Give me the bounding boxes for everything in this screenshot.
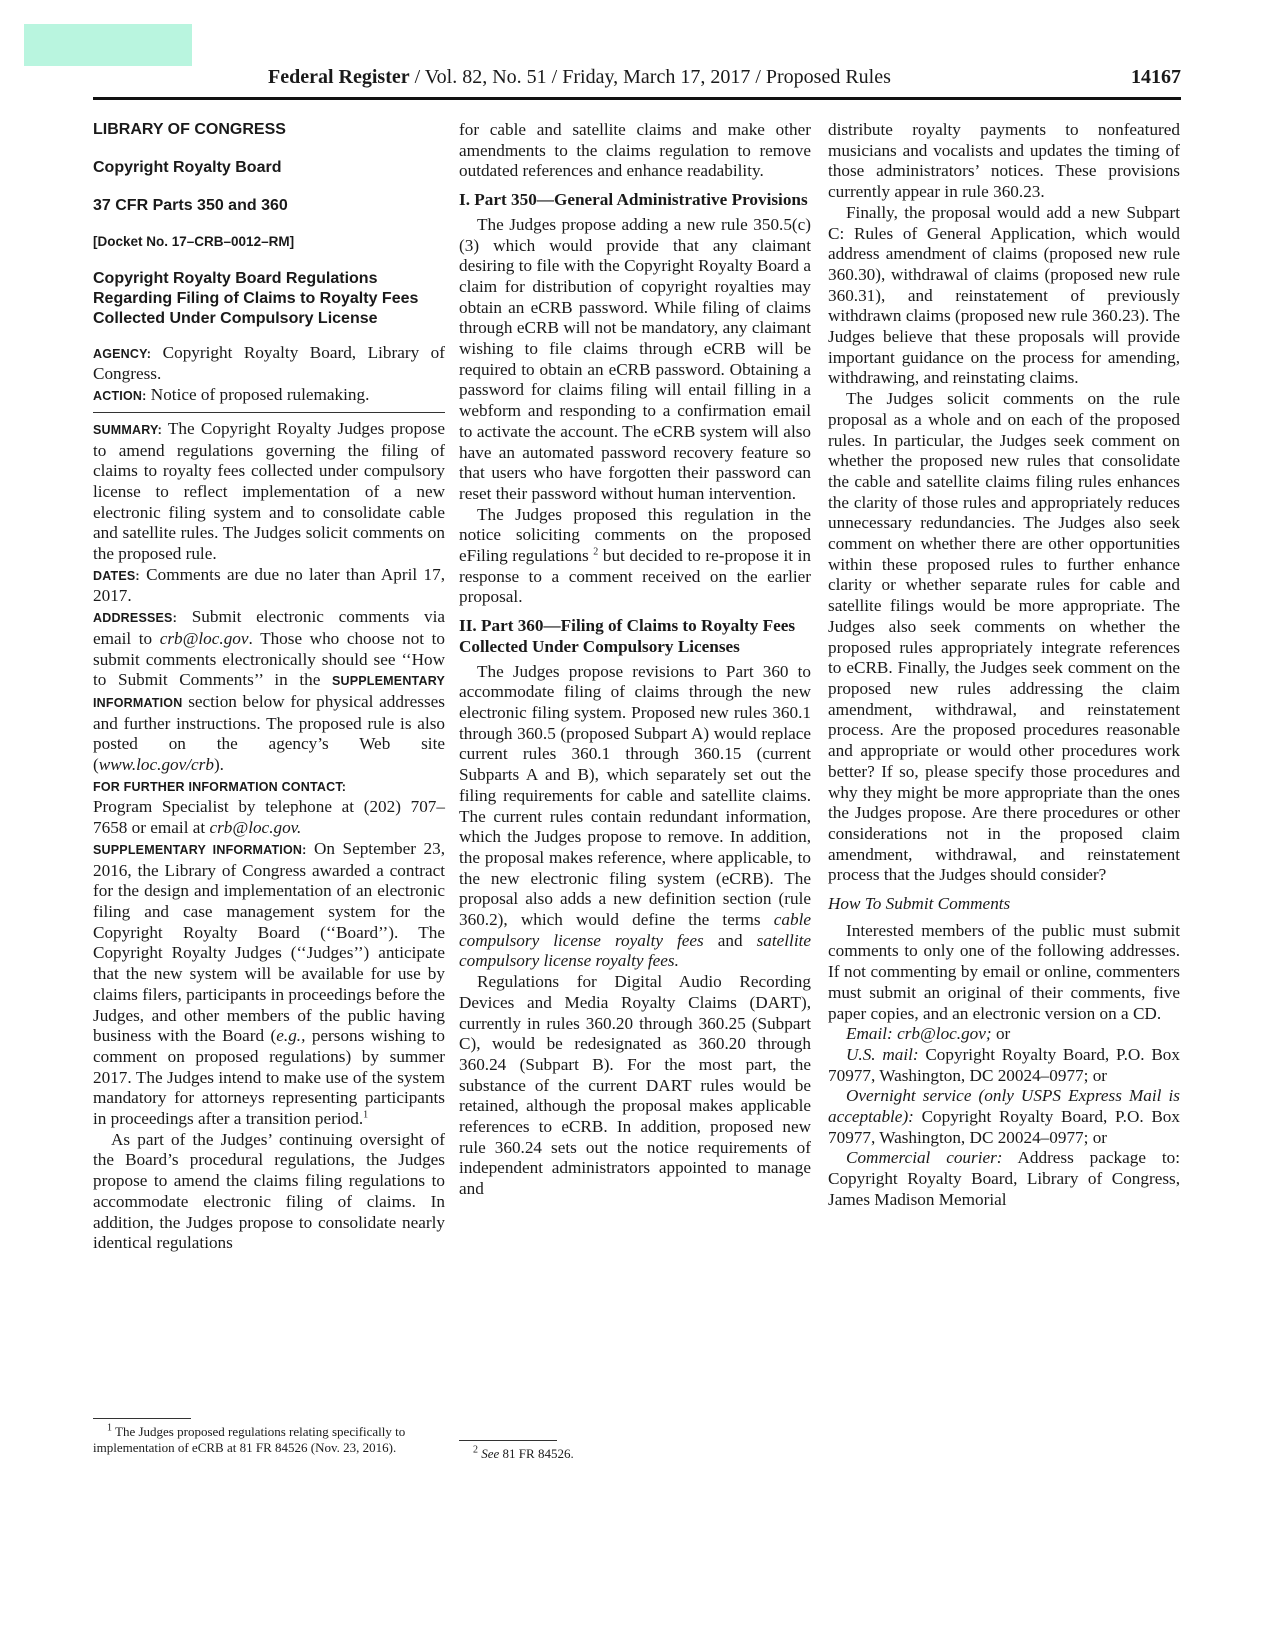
journal-name: Federal Register bbox=[268, 66, 410, 88]
footnote-2: $^2$ See 81 FR 84526. bbox=[473, 1444, 574, 1461]
page-header bbox=[93, 66, 1181, 96]
column-1 bbox=[93, 120, 445, 1620]
docket-number: [Docket No. 17–CRB–0012–RM] bbox=[93, 234, 295, 249]
header-rule bbox=[93, 97, 1181, 100]
dates-paragraph: DATES: Comments are due no later than April 17, 2017. bbox=[93, 564, 445, 606]
section-heading-2: II. Part 360—Filing of Claims to Royalty Fees Collected Under Compulsory Licenses bbox=[459, 616, 796, 656]
board-heading: Copyright Royalty Board bbox=[93, 159, 282, 176]
courier-option: Commercial courier: Address package to: Copyright Royalty Board, Library of Congress, James Madison Memorial bbox=[828, 1148, 1181, 1209]
mail-option: U.S. mail: Copyright Royalty Board, P.O. Box 70977, Washington, DC 20024–0977; or bbox=[828, 1044, 1180, 1085]
column-2 bbox=[459, 120, 811, 1620]
website-address: www.loc.gov/crb bbox=[98, 755, 214, 775]
contact-paragraph: Program Specialist by telephone at (202) 707–7658 or email at crb@loc.gov. bbox=[93, 797, 445, 838]
footnote-ref-2: 2 bbox=[593, 546, 599, 558]
overnight-option: Overnight service (only USPS Express Mail is acceptable): Copyright Royalty Board, P.O. Box 70977, Washington, DC 20024–0977; or bbox=[828, 1086, 1180, 1147]
dates-label: DATES: bbox=[93, 568, 140, 583]
body-paragraph: The Judges solicit comments on the rule proposal as a whole and on each of the proposed rules. In particular, the Judges seek comment on whether the proposed new rules that consolidate the cable and satellite claims filing rules enhances the clarity of those rules and appropriately reduces unnecessary redundancies. The Judges also seek comment on whether there are other opportunities within these proposed rules to further enhance clarity or whether separate rules for cable and satellite filings would be more appropriate. The Judges also seek comments on whether the proposed rules appropriately integrate references to eCRB. Finally, the Judges seek comment on the proposed new rules addressing the claim amendment, withdrawal, and reinstatement process. Are the proposed procedures reasonable and appropriate or would other procedures work better? If so, please specify those procedures and why they might be more appropriate than the ones the Judges propose. Are there procedures or other considerations not in the proposed claim amendment, withdrawal, and reinstatement process that the Judges should consider? bbox=[828, 389, 1180, 885]
page-number: 14167 bbox=[1131, 66, 1181, 88]
rule-title: Copyright Royalty Board Regulations Regarding Filing of Claims to Royalty Fees Collected Under Compulsory License bbox=[93, 269, 419, 327]
summary-divider bbox=[93, 412, 445, 413]
subheading: How To Submit Comments bbox=[828, 894, 1011, 914]
supplementary-paragraph: SUPPLEMENTARY INFORMATION: On September 23, 2016, the Library of Congress awarded a contract for the design and implementation of an electronic filing and case management system for the Copyright Royalty Board (‘‘Board’’). The Copyright Royalty Judges (‘‘Judges’’) anticipate that the new system will be available for use by claims filers, participants in proceedings before the Judges, and other members of the public having business with the Board (e.g., persons wishing to comment on proposed regulations) by summer 2017. The Judges intend to make use of the system mandatory for attorneys representing participants in proceedings after a transition period.$^1$ bbox=[93, 838, 445, 1129]
summary-label: SUMMARY: bbox=[93, 422, 162, 437]
action-line: ACTION: Notice of proposed rulemaking. bbox=[93, 385, 370, 405]
email-option: Email: crb@loc.gov; or bbox=[846, 1024, 1011, 1044]
body-paragraph: Interested members of the public must submit comments to only one of the following addresses. If not commenting by email or online, commenters must submit an original of their comments, five paper copies, and an electronic version on a CD. bbox=[828, 920, 1180, 1023]
body-paragraph: As part of the Judges’ continuing oversight of the Board’s procedural regulations, the Judges propose to amend the claims filing regulations to accommodate electronic filing of claims. In addition, the Judges propose to consolidate nearly identical regulations bbox=[93, 1129, 445, 1253]
body-paragraph: distribute royalty payments to nonfeatured musicians and vocalists and updates the timing of those administrators’ notices. These provisions currently appear in rule 360.23. bbox=[828, 120, 1180, 202]
supplementary-label: SUPPLEMENTARY INFORMATION: bbox=[93, 842, 307, 857]
agency-label: AGENCY: bbox=[93, 346, 152, 361]
column-3 bbox=[828, 120, 1180, 1620]
email-address: crb@loc.gov bbox=[159, 628, 249, 648]
addresses-label: ADDRESSES: bbox=[93, 611, 177, 626]
body-paragraph: Regulations for Digital Audio Recording Devices and Media Royalty Claims (DART), currently in rules 360.20 through 360.25 (Subpart C), would be redesignated as 360.20 through 360.24 (Subpart B). For the most part, the substance of the current DART rules would be retained, although the proposal makes applicable references to eCRB. In addition, proposed new rule 360.24 sets out the notice requirements of independent administrators appointed to manage and bbox=[459, 972, 811, 1199]
footnote-ref-1: 1 bbox=[363, 1109, 369, 1121]
footnote-1: $^1$ The Judges proposed regulations relating specifically to implementation of eCRB at 81 FR 84526 (Nov. 23, 2016). bbox=[93, 1422, 406, 1455]
issue-info: / Vol. 82, No. 51 / Friday, March 17, 2017 / Proposed Rules bbox=[409, 66, 891, 88]
header-citation bbox=[268, 66, 891, 89]
body-paragraph: for cable and satellite claims and make other amendments to the claims regulation to remove outdated references and enhance readability. bbox=[459, 120, 811, 181]
body-paragraph: The Judges proposed this regulation in the notice soliciting comments on the proposed eFiling regulations $^2$ but decided to re-propose it in response to a comment received on the earlier proposal. bbox=[459, 504, 812, 607]
body-paragraph: Finally, the proposal would add a new Subpart C: Rules of General Application, which would address amendment of claims (proposed new rule 360.30), withdrawal of claims (proposed new rule 360.31), and reinstatement of previously withdrawn claims (proposed new rule 360.23). The Judges believe that these proposals will provide important guidance on the process for amending, withdrawing, and reinstating claims. bbox=[828, 202, 1180, 388]
section-heading-1: I. Part 350—General Administrative Provisions bbox=[459, 190, 808, 210]
summary-paragraph: SUMMARY: The Copyright Royalty Judges propose to amend regulations governing the filing of claims to royalty fees collected under compulsory license to reflect implementation of a new electronic filing system and to consolidate cable and satellite rules. The Judges solicit comments on the proposed rule. bbox=[93, 418, 445, 564]
body-paragraph: The Judges propose adding a new rule 350.5(c)(3) which would provide that any claimant desiring to file with the Copyright Royalty Board a claim for distribution of copyright royalties may obtain an eCRB password. While filing of claims through eCRB will not be mandatory, any claimant wishing to file claims through eCRB will be required to obtain an eCRB password. Obtaining a password for claims filing will entail filling in a webform and responding to a confirmation email to activate the account. The eCRB system will also have an automated password recovery feature so that users who have forgotten their password can reset their password without human intervention. bbox=[459, 214, 811, 503]
agency-line: AGENCY: Copyright Royalty Board, Library of Congress. bbox=[93, 342, 445, 384]
highlight-tag bbox=[24, 24, 192, 66]
cfr-heading: 37 CFR Parts 350 and 360 bbox=[93, 197, 288, 214]
body-paragraph: The Judges propose revisions to Part 360 to accommodate filing of claims through the new electronic filing system. Proposed new rules 360.1 through 360.5 (proposed Subpart A) would replace current rules 360.1 through 360.15 (current Subparts A and B), which separately set out the filing requirements for cable and satellite claims. The current rules contain redundant information, which the Judges propose to remove. In addition, the proposal makes reference, where applicable, to the new electronic filing system (eCRB). The proposal also adds a new definition section (rule 360.2), which would define the terms cable compulsory license royalty fees and satellite compulsory license royalty fees. bbox=[459, 661, 811, 971]
agency-heading: LIBRARY OF CONGRESS bbox=[93, 121, 286, 138]
footnote-rule-1 bbox=[93, 1418, 191, 1419]
contact-label-line bbox=[93, 776, 445, 798]
action-label: ACTION: bbox=[93, 389, 147, 404]
addresses-paragraph: ADDRESSES: Submit electronic comments via email to crb@loc.gov. Those who choose not to submit comments electronically should see ‘‘How to Submit Comments’’ in the SUPPLEMENTARY INFORMATION section below for physical addresses and further instructions. The proposed rule is also posted on the agency’s Web site (www.loc.gov/crb). bbox=[93, 607, 446, 775]
footnote-rule-2 bbox=[459, 1440, 557, 1441]
contact-label: FOR FURTHER INFORMATION CONTACT: bbox=[93, 779, 347, 794]
